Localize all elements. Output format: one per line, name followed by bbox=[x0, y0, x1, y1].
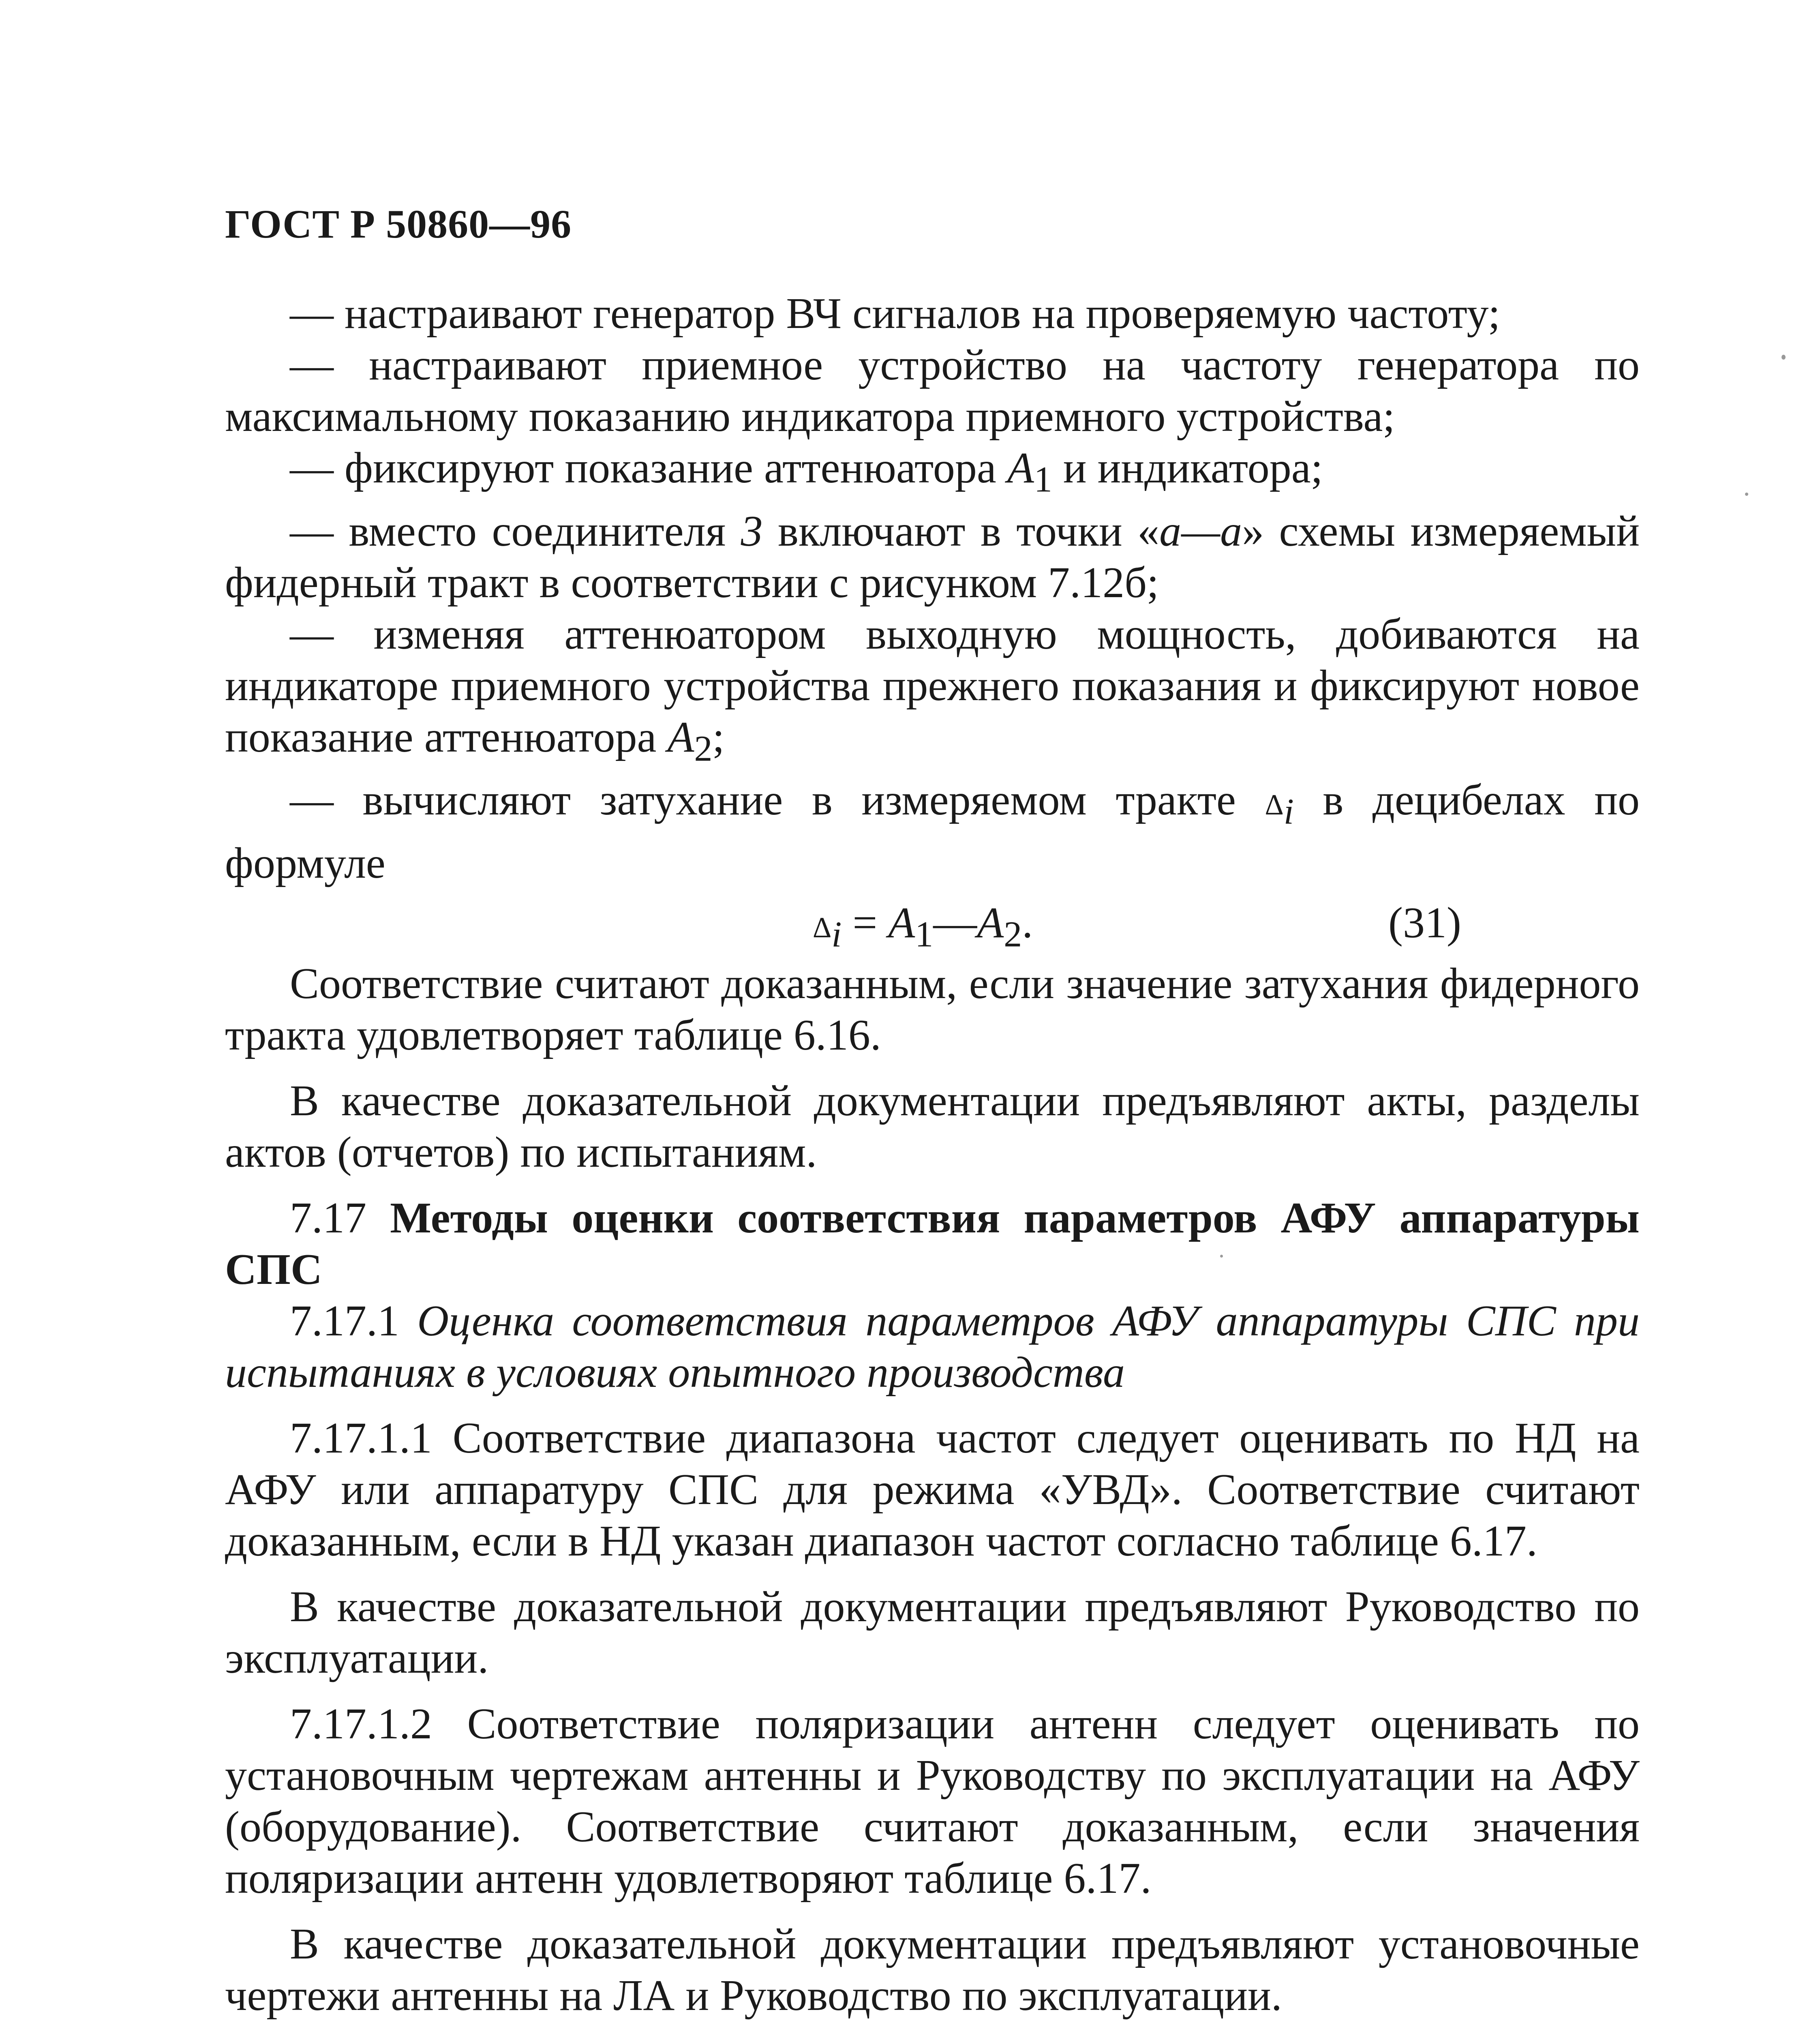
formula-expression bbox=[813, 897, 1033, 960]
paragraph: — настраивают приемное устройство на частоту генератора по максимальному показанию индикатора приемного устройства; bbox=[225, 341, 1640, 441]
text-run: — вычисляют затухание в измеряемом тракте bbox=[290, 776, 1265, 825]
subscript: i bbox=[1283, 791, 1294, 832]
delta-symbol: Δ bbox=[813, 911, 832, 944]
text-run: в децибелах по формуле bbox=[225, 776, 1640, 887]
text-run: — вместо соединителя bbox=[290, 507, 741, 555]
period: . bbox=[1022, 898, 1033, 947]
section-number: 7.17 bbox=[290, 1193, 390, 1242]
paragraph bbox=[225, 774, 1640, 889]
document-body bbox=[225, 288, 1640, 2027]
paragraph: Соответствие считают доказанным, если значение затухания фидерного тракта удовлетворяет таблице 6.16. bbox=[225, 959, 1640, 1059]
paragraph bbox=[225, 442, 1640, 506]
text-run: включают в точки « bbox=[762, 507, 1160, 555]
scan-speck bbox=[1745, 493, 1748, 496]
scan-speck bbox=[1781, 355, 1786, 360]
subsection-number: 7.17.1 bbox=[290, 1296, 418, 1345]
paragraph: В качестве доказательной документации предъявляют акты, разделы актов (отчетов) по испытаниям. bbox=[225, 1076, 1640, 1176]
paragraph: 7.17.1.2 Соответствие поляризации антенн следует оценивать по установочным чертежам антенны и Руководству по эксплуатации на АФУ (оборудование). Соответствие считают доказанным, если значения поляризации антенн удовлетворяют таблице 6.17. bbox=[225, 1699, 1640, 1903]
minus: — bbox=[933, 898, 977, 947]
paragraph bbox=[225, 609, 1640, 775]
subscript: 1 bbox=[1034, 459, 1052, 500]
subsection-title: Оценка соответствия параметров АФУ аппаратуры СПС при испытаниях в условиях опытного производства bbox=[225, 1296, 1640, 1397]
delta-symbol: Δ bbox=[1265, 789, 1284, 821]
variable: A bbox=[667, 713, 694, 761]
text-run: — фиксируют показание аттенюатора bbox=[290, 444, 1007, 492]
scan-speck bbox=[1220, 1255, 1223, 1258]
paragraph: В качестве доказательной документации предъявляют Руководство по эксплуатации. bbox=[225, 1582, 1640, 1682]
section-heading bbox=[225, 1192, 1640, 1295]
subsection-heading bbox=[225, 1295, 1640, 1398]
paragraph: В качестве доказательной документации предъявляют установочные чертежи антенны на ЛА и Руководство по эксплуатации. bbox=[225, 1920, 1640, 2020]
section-title: Методы оценки соответствия параметров АФУ аппаратуры СПС bbox=[225, 1193, 1640, 1294]
variable: A bbox=[1007, 444, 1034, 492]
subscript: 2 bbox=[1004, 914, 1022, 955]
equals: = bbox=[841, 898, 889, 947]
formula bbox=[225, 893, 1640, 955]
points-label: а—а bbox=[1159, 507, 1242, 555]
paragraph: 7.17.1.1 Соответствие диапазона частот следует оценивать по НД на АФУ или аппаратуру СПС для режима «УВД». Соответствие считают доказанным, если в НД указан диапазон частот согласно таблице 6.17. bbox=[225, 1414, 1640, 1565]
paragraph: — настраивают генератор ВЧ сигналов на проверяемую частоту; bbox=[290, 289, 1501, 338]
document-header: ГОСТ Р 50860—96 bbox=[225, 201, 572, 246]
text-run: ; bbox=[712, 713, 725, 761]
subscript: 2 bbox=[694, 729, 713, 769]
subscript: 1 bbox=[915, 914, 934, 955]
subscript: i bbox=[831, 914, 842, 955]
connector-number: 3 bbox=[741, 507, 763, 555]
variable: A bbox=[888, 898, 915, 947]
paragraph bbox=[225, 506, 1640, 609]
formula-number: (31) bbox=[1388, 898, 1461, 947]
variable: A bbox=[977, 898, 1004, 947]
text-run: и индикатора; bbox=[1052, 444, 1323, 492]
text-run: » схемы измеряемый фидерный тракт в соответствии с рисунком 7.12б; bbox=[225, 507, 1640, 607]
text-run: — изменяя аттенюатором выходную мощность, добиваются на индикаторе приемного устройства прежнего показания и фиксируют новое показание аттенюатора bbox=[225, 610, 1640, 761]
